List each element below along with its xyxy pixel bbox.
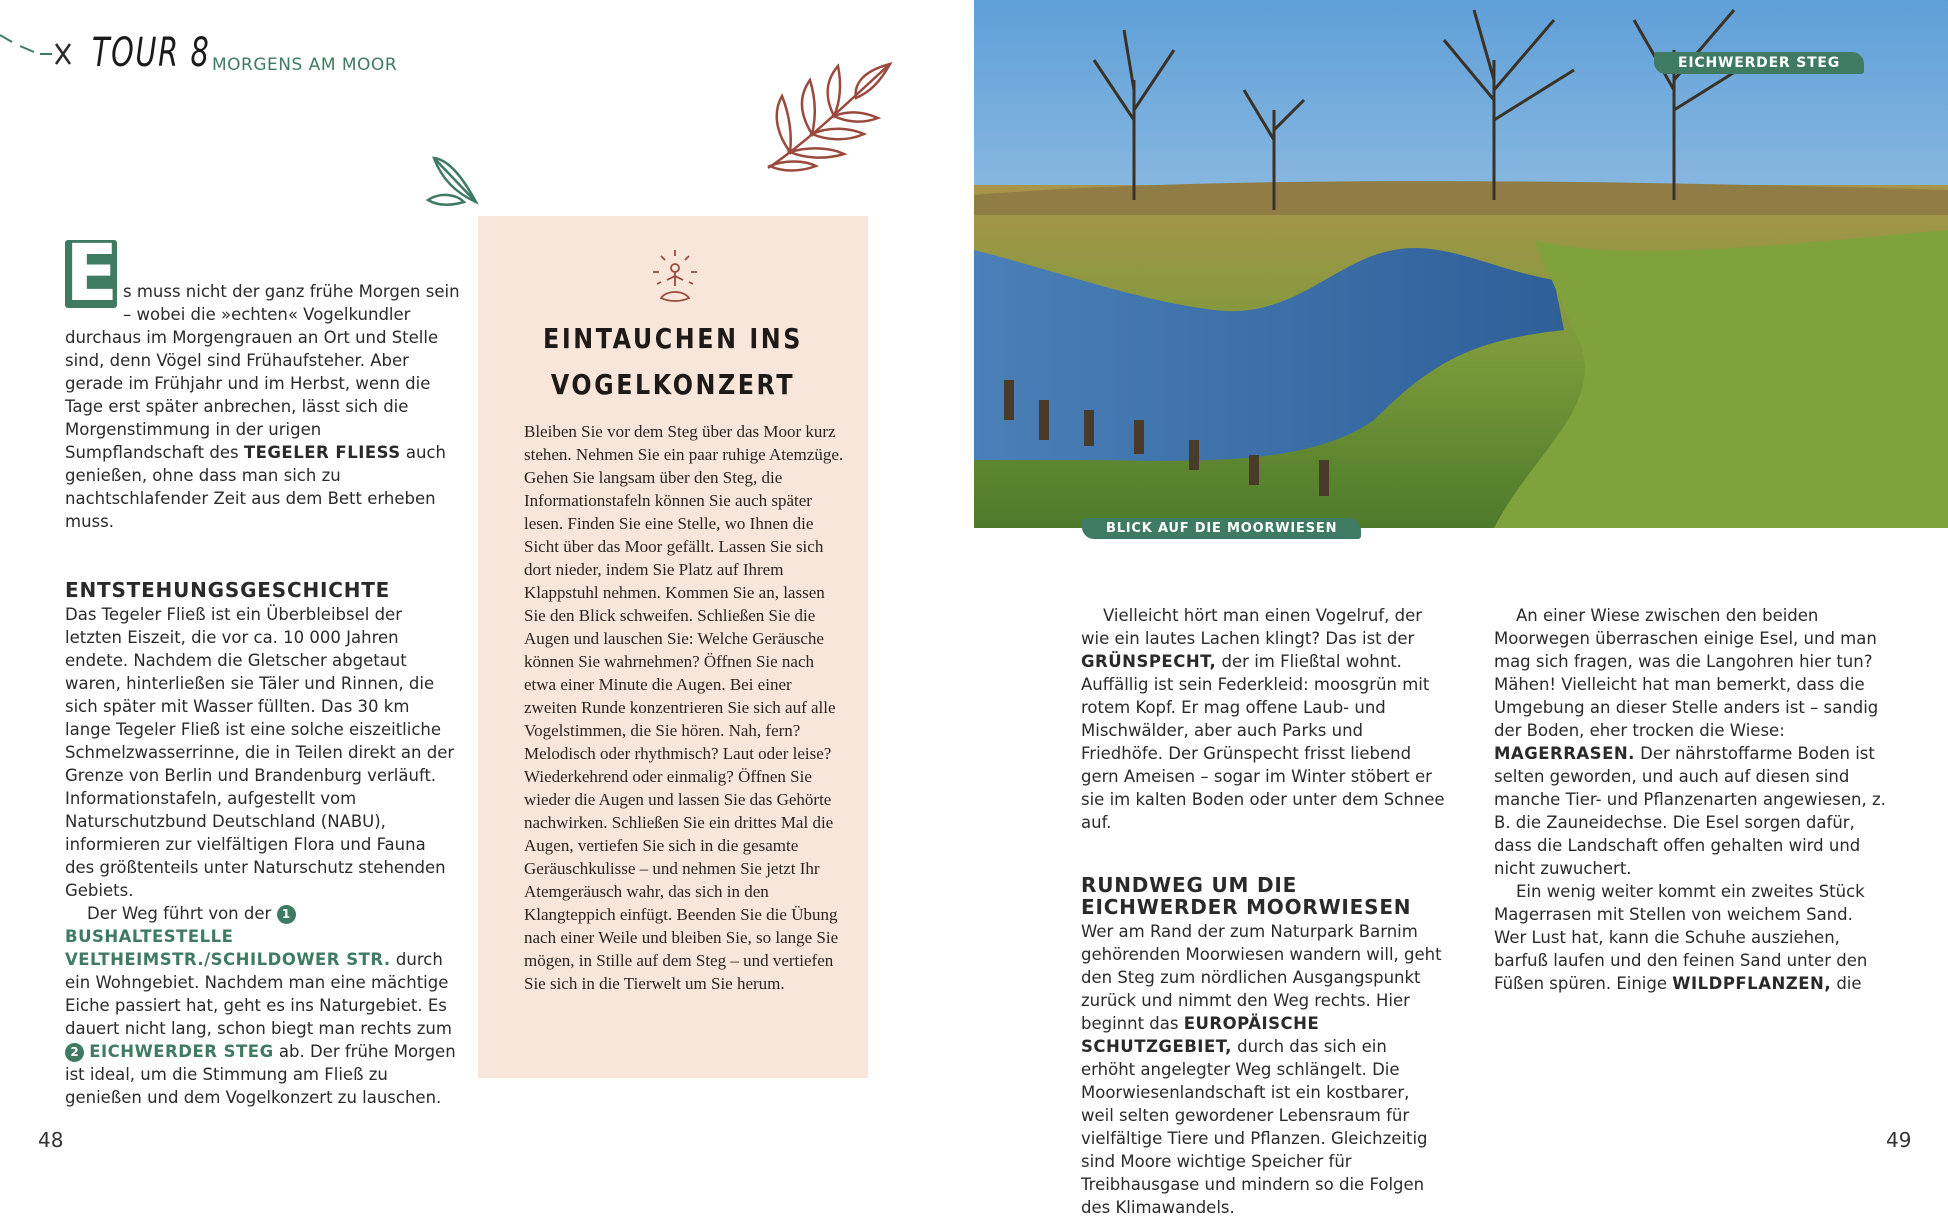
text: Wer am Rand der zum Naturpark Barnim gehörenden Moorwiesen wandern will, geht den Steg zum nördlichen Ausgangspunkt zurück und nimmt den Weg rechts. Hier beginnt das — [1081, 922, 1442, 1033]
route-paragraph — [1081, 920, 1446, 1219]
text: s muss nicht der ganz frühe Morgen sein – wobei die »echten« Vogelkundler durchaus im Morgengrauen an Ort und Stelle sind, denn Vögel sind Frühaufsteher. Aber gerade im Frühjahr und im Herbst, wenn die Tage erst später anbrechen, lässt sich die Morgenstimmung in der urigen Sumpflandschaft des — [65, 282, 460, 462]
place-highlight: TEGELER FLIESS — [243, 443, 401, 462]
text: Der nährstoffarme Boden ist selten geworden, und auch auf diesen sind manche Tier- und Pflanzenarten angewiesen, z. B. die Zauneidechse. Die Esel sorgen dafür, dass die Landschaft offen gehalten wird und nicht zuwuchert. — [1494, 744, 1886, 878]
waypoint-marker: 2 — [65, 1043, 84, 1062]
section-heading: ENTSTEHUNGSGESCHICHTE — [65, 578, 391, 602]
section-heading: RUNDWEG UM DIE EICHWERDER MOORWIESEN — [1081, 873, 1412, 919]
green-leaf-icon — [420, 150, 480, 210]
photo-caption-bottom: BLICK AUF DIE MOORWIESEN — [1082, 518, 1361, 539]
area-highlight: EUROPÄISCHE SCHUTZGEBIET, — [1081, 1014, 1320, 1056]
waypoint-label: EICHWERDER STEG — [89, 1042, 274, 1061]
tour-number: TOUR 8 — [92, 30, 211, 76]
waypoint-marker: 1 — [277, 905, 296, 924]
exercise-text: Bleiben Sie vor dem Steg über das Moor kurz stehen. Nehmen Sie ein paar ruhige Atemzüge. Gehen Sie langsam über den Steg, die Informationstafeln können Sie auch später lesen. Finden Sie eine Stelle, wo Ihnen die Sicht über das Moor gefällt. Lassen Sie sich dort nieder, indem Sie Platz auf Ihrem Klappstuhl nehmen. Kommen Sie an, lassen Sie den Blick schweifen. Schließen Sie die Augen und lauschen Sie: Welche Geräusche können Sie wahrnehmen? Öffnen Sie nach etwa einer Minute die Augen. Bei einer zweiten Runde konzentrieren Sie sich auf alle Vogelstimmen, die Sie hören. Nah, fern? Melodisch oder rhythmisch? Laut oder leise? Wiederkehrend oder einmalig? Öffnen Sie wieder die Augen und lassen Sie das Gehörte nachwirken. Schließen Sie ein drittes Mal die Augen, vertiefen Sie sich in die gesamte Geräuschkulisse – und nehmen Sie jetzt Ihr Atemgeräusch wahr, das sich in den Klangteppich einfügt. Beenden Sie die Übung nach einer Weile und bleiben Sie, so lange Sie mögen, in Stille auf dem Steg – und vertiefen Sie sich in die Tierwelt um Sie herum. — [524, 422, 844, 993]
waypoint-label: BUSHALTESTELLE VELTHEIMSTR./SCHILDOWER STR. — [65, 927, 391, 969]
page-number-left: 48 — [38, 1128, 64, 1152]
moor-photo — [974, 0, 1948, 528]
branch-leaf-icon — [760, 60, 900, 180]
plants-highlight: WILDPFLANZEN, — [1672, 974, 1832, 993]
sand-paragraph — [1494, 880, 1889, 995]
left-column — [65, 229, 460, 1109]
photo-caption-top: EICHWERDER STEG — [1654, 52, 1864, 74]
intro-paragraph — [65, 229, 460, 533]
right-column-2 — [1494, 604, 1889, 995]
box-title-line: VOGELKONZERT — [550, 368, 796, 401]
meditation-icon — [643, 246, 707, 310]
text: Ein wenig weiter kommt ein zweites Stück Magerrasen mit Stellen von weichem Sand. Wer Lust hat, kann die Schuhe ausziehen, barfuß laufen und den feinen Sand unter den Füßen spüren. Einige — [1494, 882, 1868, 993]
text: Vielleicht hört man einen Vogelruf, der wie ein lautes Lachen klingt? Das ist der — [1081, 606, 1423, 648]
drop-cap: E — [65, 229, 119, 319]
page-number-right: 49 — [1886, 1128, 1912, 1152]
right-column-1 — [1081, 604, 1446, 1219]
text: An einer Wiese zwischen den beiden Moorwegen überraschen einige Esel, und man mag sich fragen, was die Langohren hier tun? Mähen! Vielleicht hat man bemerkt, dass die Umgebung an dieser Stelle anders ist – sandig der Boden, eher trocken die Wiese: — [1494, 606, 1879, 740]
text: durch das sich ein erhöht angelegter Weg schlängelt. Die Moorwiesenlandschaft ist ein kostbarer, weil selten gewordener Lebensraum für vielfältige Tiere und Pflanzen. Gleichzeitig sind Moore wichtige Speicher für Treibhausgase und mindern so die Folgen des Klimawandels. — [1081, 1037, 1428, 1217]
box-title-line: EINTAUCHEN INS — [543, 322, 803, 355]
species-highlight: GRÜNSPECHT, — [1081, 652, 1217, 671]
text: ab. Der frühe Morgen ist ideal, um die Stimmung am Fließ zu genießen und dem Vogelkonzert zu lauschen. — [65, 1042, 456, 1107]
text: Der Weg führt von der — [87, 904, 277, 923]
woodpecker-paragraph — [1081, 604, 1446, 834]
text: der im Fließtal wohnt. Auffällig ist sein Federkleid: moosgrün mit rotem Kopf. Er mag offene Laub- und Mischwälder, aber auch Parks und Friedhöfe. Der Grünspecht frisst liebend gern Ameisen – sogar im Winter stöbert er sie im kalten Boden oder unter dem Schnee auf. — [1081, 652, 1445, 832]
text: die — [1831, 974, 1862, 993]
dashed-path-icon — [0, 30, 80, 70]
habitat-highlight: MAGERRASEN. — [1494, 744, 1635, 763]
text: auch genießen, ohne dass man sich zu nachtschlafender Zeit aus dem Bett erheben muss. — [65, 443, 447, 531]
exercise-box — [478, 216, 868, 1078]
donkey-paragraph — [1494, 604, 1889, 880]
route-paragraph — [65, 902, 460, 1109]
history-paragraph: Das Tegeler Fließ ist ein Überbleibsel der letzten Eiszeit, die vor ca. 10 000 Jahren endete. Nachdem die Gletscher abgetaut waren, hinterließen sie Täler und Rinnen, die sich später mit Wasser füllten. Das 30 km lange Tegeler Fließ ist eine solche eiszeitliche Schmelzwasserrinne, die in Teilen direkt an der Grenze von Berlin und Brandenburg verläuft. Informationstafeln, aufgestellt vom Naturschutzbund Deutschland (NABU), informieren zur vielfältigen Flora und Fauna des größtenteils unter Naturschutz stehenden Gebiets. — [65, 605, 455, 900]
tour-subtitle: MORGENS AM MOOR — [212, 55, 398, 75]
text: durch ein Wohngebiet. Nachdem man eine mächtige Eiche passiert hat, geht es ins Naturgebiet. Es dauert nicht lang, schon biegt man rechts zum — [65, 950, 452, 1038]
